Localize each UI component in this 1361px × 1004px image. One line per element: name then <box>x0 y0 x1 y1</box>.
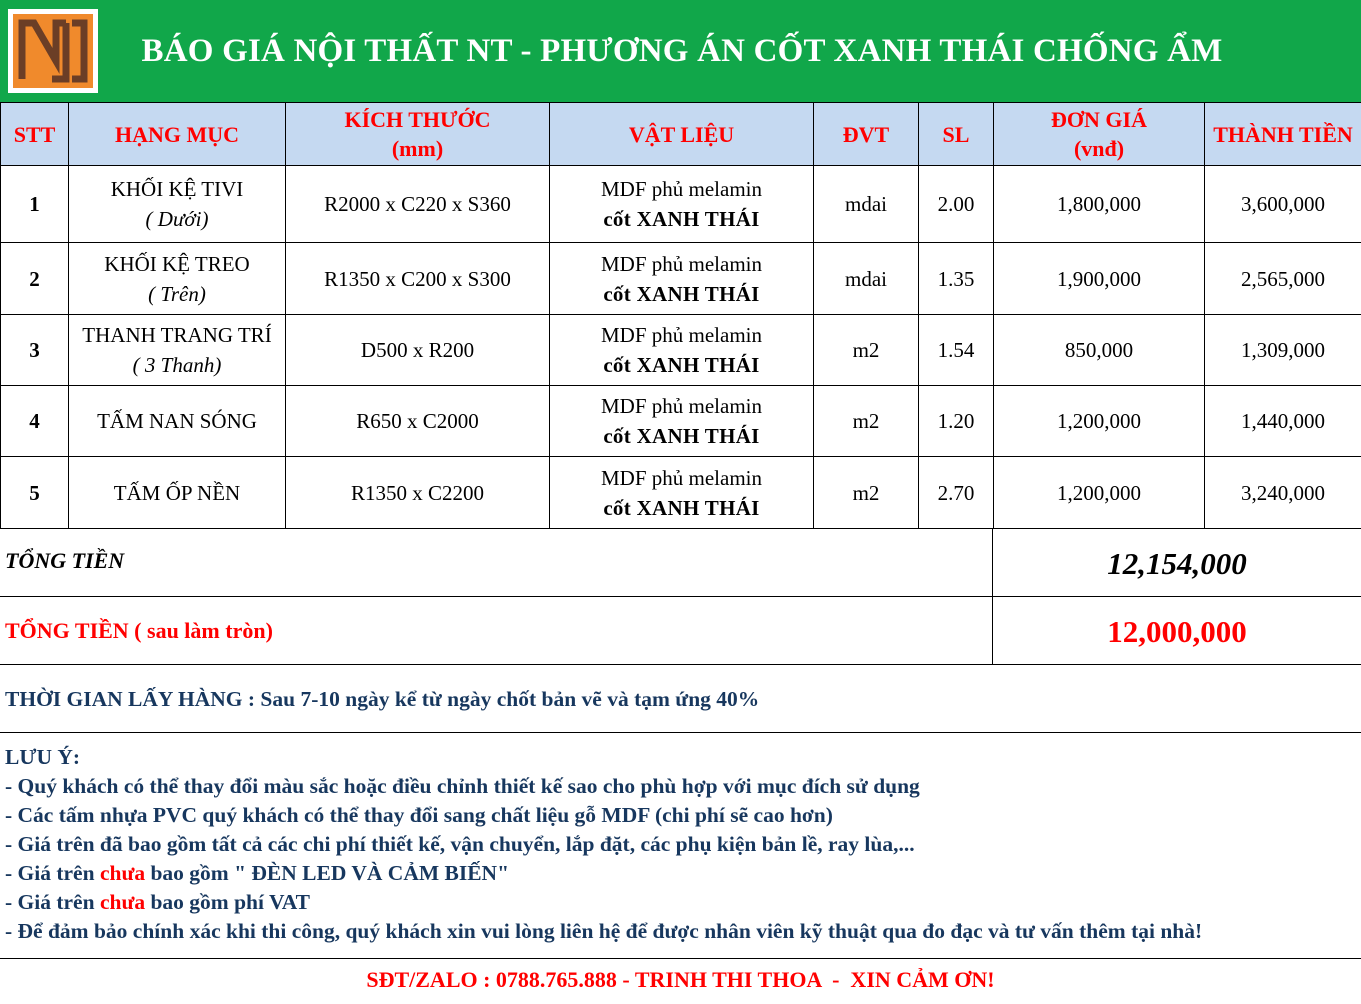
header-banner <box>0 0 1361 102</box>
note-highlight: chưa <box>99 861 146 885</box>
rounded-total-value: 12,000,000 <box>1107 614 1247 649</box>
col-header-material: VẬT LIỆU <box>550 103 814 166</box>
cell-stt: 2 <box>1 243 69 315</box>
cell-unit: mdai <box>814 166 919 243</box>
rounded-total-label: TỔNG TIỀN ( sau làm tròn) <box>5 618 273 643</box>
material-core: cốt XANH THÁI <box>603 424 760 448</box>
material-core: cốt XANH THÁI <box>603 353 760 377</box>
summary-bottom-border <box>0 664 1361 665</box>
col-header-total: THÀNH TIỀN <box>1205 103 1361 166</box>
cell-stt: 4 <box>1 386 69 457</box>
cell-stt: 3 <box>1 315 69 386</box>
col-header-size-label: KÍCH THƯỚC <box>344 107 491 132</box>
cell-qty: 1.20 <box>919 386 994 457</box>
total-label: TỔNG TIỀN <box>5 548 125 573</box>
cell-qty: 2.70 <box>919 457 994 529</box>
table-row <box>1 166 1361 243</box>
item-note: ( 3 Thanh) <box>132 353 222 377</box>
cell-unit: m2 <box>814 386 919 457</box>
page-title: BÁO GIÁ NỘI THẤT NT - PHƯƠNG ÁN CỐT XANH THÁI CHỐNG ẨM <box>141 33 1223 69</box>
cell-material <box>550 315 814 386</box>
note-line: - Giá trên đã bao gồm tất cả các chi phí thiết kế, vận chuyển, lắp đặt, các phụ kiện bản lề, ray lùa,... <box>5 832 915 856</box>
col-header-stt: STT <box>1 103 69 166</box>
note-text: bao gồm " ĐÈN LED VÀ CẢM BIẾN" <box>145 861 510 885</box>
cell-qty: 1.54 <box>919 315 994 386</box>
note-line <box>5 859 509 888</box>
notes-heading: LƯU Ý: <box>5 745 81 769</box>
cell-qty: 1.35 <box>919 243 994 315</box>
col-header-size <box>286 103 550 166</box>
material-core: cốt XANH THÁI <box>603 281 760 306</box>
cell-material <box>550 166 814 243</box>
col-header-price <box>994 103 1205 166</box>
table-row <box>1 315 1361 386</box>
note-line: - Để đảm bảo chính xác khi thi công, quý khách xin vui lòng liên hệ để được nhân viên kỹ thuật qua đo đạc và tư vấn thêm tại nhà! <box>5 919 1203 943</box>
material-name: MDF phủ melamin <box>601 465 762 490</box>
cell-total: 1,309,000 <box>1205 315 1361 386</box>
item-note: ( Dưới) <box>145 207 209 231</box>
nt-logo-icon <box>8 9 98 93</box>
cell-total: 2,565,000 <box>1205 243 1361 315</box>
col-header-price-label: ĐƠN GIÁ <box>1051 107 1147 132</box>
col-header-size-unit: (mm) <box>391 136 444 161</box>
table-row <box>1 457 1361 529</box>
cell-stt: 1 <box>1 166 69 243</box>
cell-material <box>550 457 814 529</box>
item-name: KHỐI KỆ TIVI <box>110 177 244 201</box>
cell-unit: m2 <box>814 457 919 529</box>
note-text: - Giá trên <box>5 890 100 914</box>
cell-material <box>550 243 814 315</box>
cell-item <box>69 243 286 315</box>
cell-unit: m2 <box>814 315 919 386</box>
quotation-table <box>0 102 1361 529</box>
item-name: THANH TRANG TRÍ <box>82 323 272 347</box>
cell-item: TẤM ỐP NỀN <box>69 457 286 529</box>
cell-size: R2000 x C220 x S360 <box>286 166 550 243</box>
cell-material <box>550 386 814 457</box>
cell-total: 3,240,000 <box>1205 457 1361 529</box>
col-header-price-unit: (vnđ) <box>1073 136 1125 161</box>
col-header-item: HẠNG MỤC <box>69 103 286 166</box>
cell-item <box>69 315 286 386</box>
table-row <box>1 386 1361 457</box>
cell-size: R1350 x C2200 <box>286 457 550 529</box>
note-text: bao gồm phí VAT <box>145 890 310 914</box>
cell-price: 1,800,000 <box>994 166 1205 243</box>
cell-item <box>69 166 286 243</box>
material-name: MDF phủ melamin <box>601 394 762 418</box>
contact-footer: SĐT/ZALO : 0788.765.888 - TRINH THI THOA - XIN CẢM ƠN! <box>366 967 995 992</box>
table-header-row <box>1 103 1361 166</box>
cell-unit: mdai <box>814 243 919 315</box>
item-name: KHỐI KỆ TREO <box>104 251 250 276</box>
cell-price: 1,900,000 <box>994 243 1205 315</box>
cell-total: 3,600,000 <box>1205 166 1361 243</box>
material-name: MDF phủ melamin <box>601 323 762 347</box>
item-note: ( Trên) <box>148 281 206 306</box>
cell-size: D500 x R200 <box>286 315 550 386</box>
col-header-qty: SL <box>919 103 994 166</box>
delivery-time: THỜI GIAN LẤY HÀNG : Sau 7-10 ngày kể từ ngày chốt bản vẽ và tạm ứng 40% <box>5 687 760 711</box>
note-text: - Giá trên <box>5 861 100 885</box>
col-header-unit: ĐVT <box>814 103 919 166</box>
cell-item: TẤM NAN SÓNG <box>69 386 286 457</box>
cell-price: 850,000 <box>994 315 1205 386</box>
cell-price: 1,200,000 <box>994 457 1205 529</box>
material-name: MDF phủ melamin <box>601 177 762 201</box>
cell-price: 1,200,000 <box>994 386 1205 457</box>
cell-qty: 2.00 <box>919 166 994 243</box>
cell-size: R650 x C2000 <box>286 386 550 457</box>
note-line: - Quý khách có thể thay đổi màu sắc hoặc điều chỉnh thiết kế sao cho phù hợp với mục đích sử dụng <box>5 774 920 798</box>
note-line <box>5 888 310 917</box>
delivery-divider <box>0 732 1361 733</box>
footer-divider <box>0 958 1361 959</box>
note-highlight: chưa <box>99 890 146 914</box>
material-core: cốt XANH THÁI <box>603 495 760 520</box>
note-line: - Các tấm nhựa PVC quý khách có thể thay đổi sang chất liệu gỗ MDF (chi phí sẽ cao hơn) <box>5 803 833 827</box>
total-value: 12,154,000 <box>1107 546 1247 581</box>
table-row <box>1 243 1361 315</box>
cell-total: 1,440,000 <box>1205 386 1361 457</box>
cell-stt: 5 <box>1 457 69 529</box>
cell-size: R1350 x C200 x S300 <box>286 243 550 315</box>
summary-row-divider <box>0 596 1361 597</box>
material-core: cốt XANH THÁI <box>603 207 760 231</box>
material-name: MDF phủ melamin <box>601 251 762 276</box>
